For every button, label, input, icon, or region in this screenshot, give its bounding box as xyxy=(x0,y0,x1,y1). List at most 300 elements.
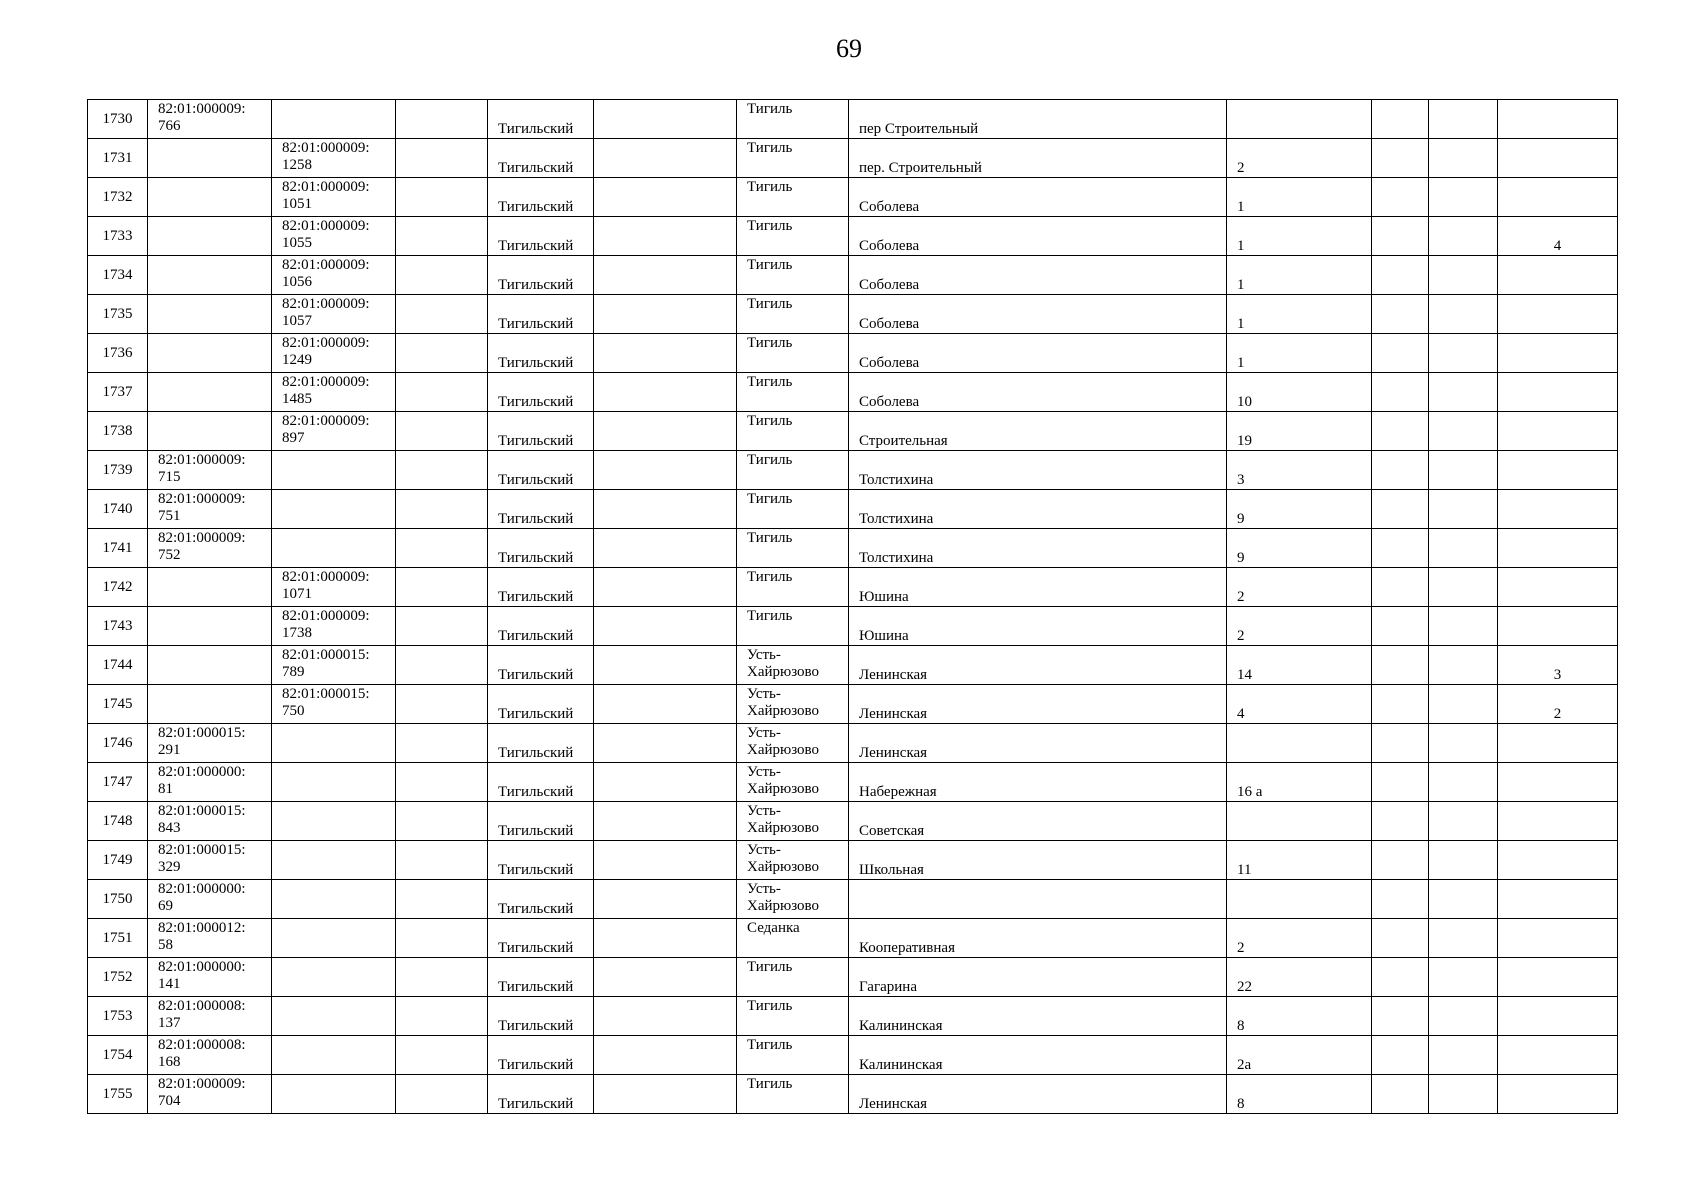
house-cell xyxy=(1227,802,1372,841)
empty-cell xyxy=(594,256,737,295)
cadastral-number-cell xyxy=(148,568,272,607)
empty-cell xyxy=(1429,334,1498,373)
locality-cell: Тигиль xyxy=(737,295,849,334)
register-table xyxy=(87,99,1618,1114)
cadastral-number-alt-cell xyxy=(272,997,396,1036)
empty-cell xyxy=(1372,451,1429,490)
row-number-cell: 1738 xyxy=(88,412,148,451)
locality-cell: Тигиль xyxy=(737,451,849,490)
house-cell: 1 xyxy=(1227,295,1372,334)
value-cell xyxy=(1498,841,1618,880)
house-cell: 2 xyxy=(1227,568,1372,607)
cadastral-number-alt-cell: 82:01:000009: 897 xyxy=(272,412,396,451)
value-cell: 4 xyxy=(1498,217,1618,256)
street-cell: Соболева xyxy=(849,373,1227,412)
district-cell: Тигильский xyxy=(488,100,594,139)
empty-cell xyxy=(594,880,737,919)
house-cell: 19 xyxy=(1227,412,1372,451)
empty-cell xyxy=(594,685,737,724)
row-number-cell: 1735 xyxy=(88,295,148,334)
locality-cell: Усть- Хайрюзово xyxy=(737,685,849,724)
district-cell: Тигильский xyxy=(488,334,594,373)
locality-cell: Усть- Хайрюзово xyxy=(737,880,849,919)
empty-cell xyxy=(1372,256,1429,295)
district-cell: Тигильский xyxy=(488,256,594,295)
street-cell: Гагарина xyxy=(849,958,1227,997)
cadastral-number-alt-cell: 82:01:000009: 1258 xyxy=(272,139,396,178)
district-cell: Тигильский xyxy=(488,802,594,841)
street-cell: Соболева xyxy=(849,178,1227,217)
locality-cell: Тигиль xyxy=(737,529,849,568)
cadastral-number-cell: 82:01:000015: 329 xyxy=(148,841,272,880)
cadastral-number-cell: 82:01:000000: 69 xyxy=(148,880,272,919)
house-cell: 1 xyxy=(1227,256,1372,295)
empty-cell xyxy=(1429,412,1498,451)
value-cell xyxy=(1498,763,1618,802)
empty-cell xyxy=(1372,529,1429,568)
street-cell: Ленинская xyxy=(849,646,1227,685)
empty-cell xyxy=(1429,763,1498,802)
table-row xyxy=(88,334,1618,373)
street-cell: Советская xyxy=(849,802,1227,841)
locality-cell: Тигиль xyxy=(737,607,849,646)
empty-cell xyxy=(1429,568,1498,607)
empty-cell xyxy=(396,412,488,451)
empty-cell xyxy=(396,997,488,1036)
value-cell xyxy=(1498,100,1618,139)
empty-cell xyxy=(594,646,737,685)
locality-cell: Усть- Хайрюзово xyxy=(737,802,849,841)
locality-cell: Тигиль xyxy=(737,1075,849,1114)
empty-cell xyxy=(1429,685,1498,724)
empty-cell xyxy=(1429,958,1498,997)
empty-cell xyxy=(1429,607,1498,646)
row-number-cell: 1745 xyxy=(88,685,148,724)
empty-cell xyxy=(1372,685,1429,724)
locality-cell: Тигиль xyxy=(737,178,849,217)
cadastral-number-alt-cell xyxy=(272,958,396,997)
empty-cell xyxy=(396,685,488,724)
empty-cell xyxy=(594,1075,737,1114)
empty-cell xyxy=(1429,490,1498,529)
street-cell: пер Строительный xyxy=(849,100,1227,139)
locality-cell: Усть- Хайрюзово xyxy=(737,646,849,685)
street-cell: Юшина xyxy=(849,568,1227,607)
empty-cell xyxy=(396,1036,488,1075)
row-number-cell: 1737 xyxy=(88,373,148,412)
empty-cell xyxy=(1429,802,1498,841)
table-row xyxy=(88,763,1618,802)
row-number-cell: 1755 xyxy=(88,1075,148,1114)
empty-cell xyxy=(1429,178,1498,217)
row-number-cell: 1734 xyxy=(88,256,148,295)
empty-cell xyxy=(1429,919,1498,958)
cadastral-number-cell xyxy=(148,685,272,724)
empty-cell xyxy=(1372,178,1429,217)
empty-cell xyxy=(396,334,488,373)
empty-cell xyxy=(1429,646,1498,685)
cadastral-number-alt-cell xyxy=(272,919,396,958)
cadastral-number-alt-cell xyxy=(272,451,396,490)
table-row xyxy=(88,802,1618,841)
empty-cell xyxy=(1372,1036,1429,1075)
locality-cell: Седанка xyxy=(737,919,849,958)
empty-cell xyxy=(594,178,737,217)
locality-cell: Тигиль xyxy=(737,412,849,451)
table-row xyxy=(88,919,1618,958)
value-cell xyxy=(1498,373,1618,412)
empty-cell xyxy=(594,451,737,490)
cadastral-number-cell xyxy=(148,178,272,217)
table-row xyxy=(88,373,1618,412)
house-cell: 10 xyxy=(1227,373,1372,412)
locality-cell: Тигиль xyxy=(737,100,849,139)
table-row xyxy=(88,646,1618,685)
empty-cell xyxy=(1372,763,1429,802)
cadastral-number-alt-cell: 82:01:000015: 750 xyxy=(272,685,396,724)
locality-cell: Тигиль xyxy=(737,373,849,412)
cadastral-number-cell xyxy=(148,646,272,685)
value-cell xyxy=(1498,490,1618,529)
value-cell xyxy=(1498,256,1618,295)
row-number-cell: 1742 xyxy=(88,568,148,607)
value-cell xyxy=(1498,178,1618,217)
empty-cell xyxy=(396,958,488,997)
empty-cell xyxy=(1429,295,1498,334)
empty-cell xyxy=(1429,217,1498,256)
house-cell xyxy=(1227,724,1372,763)
value-cell: 2 xyxy=(1498,685,1618,724)
empty-cell xyxy=(1372,802,1429,841)
street-cell: Соболева xyxy=(849,295,1227,334)
cadastral-number-cell xyxy=(148,295,272,334)
cadastral-number-alt-cell: 82:01:000009: 1057 xyxy=(272,295,396,334)
cadastral-number-alt-cell xyxy=(272,490,396,529)
empty-cell xyxy=(1372,100,1429,139)
empty-cell xyxy=(396,100,488,139)
district-cell: Тигильский xyxy=(488,1036,594,1075)
empty-cell xyxy=(1429,256,1498,295)
street-cell: Калининская xyxy=(849,997,1227,1036)
house-cell: 14 xyxy=(1227,646,1372,685)
district-cell: Тигильский xyxy=(488,295,594,334)
value-cell xyxy=(1498,412,1618,451)
cadastral-number-alt-cell xyxy=(272,802,396,841)
district-cell: Тигильский xyxy=(488,880,594,919)
row-number-cell: 1739 xyxy=(88,451,148,490)
street-cell: Толстихина xyxy=(849,529,1227,568)
cadastral-number-alt-cell xyxy=(272,1075,396,1114)
district-cell: Тигильский xyxy=(488,763,594,802)
cadastral-number-cell xyxy=(148,412,272,451)
empty-cell xyxy=(396,373,488,412)
house-cell: 2 xyxy=(1227,919,1372,958)
cadastral-number-alt-cell: 82:01:000015: 789 xyxy=(272,646,396,685)
cadastral-number-alt-cell: 82:01:000009: 1055 xyxy=(272,217,396,256)
page-number: 69 xyxy=(836,34,862,63)
cadastral-number-alt-cell xyxy=(272,1036,396,1075)
cadastral-number-alt-cell xyxy=(272,529,396,568)
empty-cell xyxy=(1429,100,1498,139)
table-row xyxy=(88,256,1618,295)
value-cell: 3 xyxy=(1498,646,1618,685)
empty-cell xyxy=(396,724,488,763)
street-cell: Ленинская xyxy=(849,1075,1227,1114)
district-cell: Тигильский xyxy=(488,529,594,568)
locality-cell: Усть- Хайрюзово xyxy=(737,841,849,880)
row-number-cell: 1740 xyxy=(88,490,148,529)
cadastral-number-cell xyxy=(148,607,272,646)
cadastral-number-cell: 82:01:000015: 843 xyxy=(148,802,272,841)
house-cell: 1 xyxy=(1227,178,1372,217)
locality-cell: Тигиль xyxy=(737,139,849,178)
empty-cell xyxy=(1372,217,1429,256)
house-cell: 2 xyxy=(1227,607,1372,646)
empty-cell xyxy=(396,217,488,256)
cadastral-number-alt-cell xyxy=(272,724,396,763)
house-cell: 1 xyxy=(1227,334,1372,373)
empty-cell xyxy=(594,607,737,646)
cadastral-number-cell xyxy=(148,139,272,178)
empty-cell xyxy=(1372,997,1429,1036)
district-cell: Тигильский xyxy=(488,373,594,412)
district-cell: Тигильский xyxy=(488,607,594,646)
empty-cell xyxy=(1372,139,1429,178)
empty-cell xyxy=(1429,1075,1498,1114)
empty-cell xyxy=(594,724,737,763)
locality-cell: Усть- Хайрюзово xyxy=(737,763,849,802)
empty-cell xyxy=(396,919,488,958)
value-cell xyxy=(1498,997,1618,1036)
empty-cell xyxy=(396,841,488,880)
street-cell: Набережная xyxy=(849,763,1227,802)
cadastral-number-alt-cell xyxy=(272,763,396,802)
table-row xyxy=(88,217,1618,256)
empty-cell xyxy=(594,217,737,256)
cadastral-number-cell xyxy=(148,217,272,256)
empty-cell xyxy=(396,802,488,841)
empty-cell xyxy=(1429,451,1498,490)
value-cell xyxy=(1498,295,1618,334)
row-number-cell: 1731 xyxy=(88,139,148,178)
empty-cell xyxy=(1372,724,1429,763)
house-cell: 8 xyxy=(1227,1075,1372,1114)
cadastral-number-alt-cell: 82:01:000009: 1071 xyxy=(272,568,396,607)
empty-cell xyxy=(396,139,488,178)
empty-cell xyxy=(594,100,737,139)
empty-cell xyxy=(1429,529,1498,568)
empty-cell xyxy=(1429,841,1498,880)
row-number-cell: 1741 xyxy=(88,529,148,568)
street-cell: Калининская xyxy=(849,1036,1227,1075)
row-number-cell: 1730 xyxy=(88,100,148,139)
empty-cell xyxy=(1372,1075,1429,1114)
cadastral-number-cell: 82:01:000009: 715 xyxy=(148,451,272,490)
empty-cell xyxy=(1429,997,1498,1036)
table-row xyxy=(88,724,1618,763)
street-cell: Школьная xyxy=(849,841,1227,880)
cadastral-number-cell xyxy=(148,334,272,373)
locality-cell: Тигиль xyxy=(737,997,849,1036)
street-cell: Соболева xyxy=(849,334,1227,373)
table-row xyxy=(88,100,1618,139)
empty-cell xyxy=(1372,880,1429,919)
empty-cell xyxy=(594,490,737,529)
street-cell: Кооперативная xyxy=(849,919,1227,958)
value-cell xyxy=(1498,724,1618,763)
empty-cell xyxy=(594,958,737,997)
cadastral-number-cell xyxy=(148,373,272,412)
empty-cell xyxy=(1372,334,1429,373)
value-cell xyxy=(1498,958,1618,997)
row-number-cell: 1733 xyxy=(88,217,148,256)
house-cell xyxy=(1227,880,1372,919)
cadastral-number-alt-cell: 82:01:000009: 1249 xyxy=(272,334,396,373)
street-cell: Толстихина xyxy=(849,490,1227,529)
cadastral-number-alt-cell: 82:01:000009: 1051 xyxy=(272,178,396,217)
street-cell: Толстихина xyxy=(849,451,1227,490)
locality-cell: Тигиль xyxy=(737,958,849,997)
empty-cell xyxy=(1372,607,1429,646)
row-number-cell: 1750 xyxy=(88,880,148,919)
empty-cell xyxy=(1372,919,1429,958)
cadastral-number-alt-cell xyxy=(272,100,396,139)
empty-cell xyxy=(396,607,488,646)
cadastral-number-cell xyxy=(148,256,272,295)
locality-cell: Усть- Хайрюзово xyxy=(737,724,849,763)
table-row xyxy=(88,529,1618,568)
district-cell: Тигильский xyxy=(488,412,594,451)
table-row xyxy=(88,568,1618,607)
empty-cell xyxy=(1429,880,1498,919)
locality-cell: Тигиль xyxy=(737,334,849,373)
empty-cell xyxy=(396,178,488,217)
district-cell: Тигильский xyxy=(488,997,594,1036)
house-cell: 11 xyxy=(1227,841,1372,880)
row-number-cell: 1748 xyxy=(88,802,148,841)
table-row xyxy=(88,880,1618,919)
cadastral-number-alt-cell: 82:01:000009: 1485 xyxy=(272,373,396,412)
table-row xyxy=(88,841,1618,880)
empty-cell xyxy=(1372,490,1429,529)
value-cell xyxy=(1498,1075,1618,1114)
row-number-cell: 1749 xyxy=(88,841,148,880)
house-cell: 1 xyxy=(1227,217,1372,256)
cadastral-number-cell: 82:01:000009: 704 xyxy=(148,1075,272,1114)
value-cell xyxy=(1498,568,1618,607)
street-cell xyxy=(849,880,1227,919)
cadastral-number-cell: 82:01:000008: 137 xyxy=(148,997,272,1036)
house-cell: 3 xyxy=(1227,451,1372,490)
value-cell xyxy=(1498,529,1618,568)
cadastral-number-alt-cell: 82:01:000009: 1738 xyxy=(272,607,396,646)
cadastral-number-cell: 82:01:000000: 81 xyxy=(148,763,272,802)
house-cell: 16 а xyxy=(1227,763,1372,802)
street-cell: Ленинская xyxy=(849,724,1227,763)
table-row xyxy=(88,1075,1618,1114)
empty-cell xyxy=(396,568,488,607)
table-row xyxy=(88,1036,1618,1075)
district-cell: Тигильский xyxy=(488,919,594,958)
value-cell xyxy=(1498,607,1618,646)
empty-cell xyxy=(594,139,737,178)
empty-cell xyxy=(396,295,488,334)
empty-cell xyxy=(594,373,737,412)
empty-cell xyxy=(594,568,737,607)
district-cell: Тигильский xyxy=(488,841,594,880)
row-number-cell: 1751 xyxy=(88,919,148,958)
house-cell xyxy=(1227,100,1372,139)
empty-cell xyxy=(396,763,488,802)
district-cell: Тигильский xyxy=(488,490,594,529)
empty-cell xyxy=(396,451,488,490)
empty-cell xyxy=(1372,958,1429,997)
district-cell: Тигильский xyxy=(488,568,594,607)
house-cell: 2 xyxy=(1227,139,1372,178)
district-cell: Тигильский xyxy=(488,646,594,685)
street-cell: пер. Строительный xyxy=(849,139,1227,178)
empty-cell xyxy=(1429,139,1498,178)
empty-cell xyxy=(594,334,737,373)
table-row xyxy=(88,607,1618,646)
table-row xyxy=(88,490,1618,529)
empty-cell xyxy=(396,529,488,568)
district-cell: Тигильский xyxy=(488,451,594,490)
empty-cell xyxy=(594,1036,737,1075)
table-row xyxy=(88,178,1618,217)
empty-cell xyxy=(1372,373,1429,412)
locality-cell: Тигиль xyxy=(737,256,849,295)
empty-cell xyxy=(594,295,737,334)
value-cell xyxy=(1498,802,1618,841)
house-cell: 2а xyxy=(1227,1036,1372,1075)
row-number-cell: 1732 xyxy=(88,178,148,217)
empty-cell xyxy=(396,880,488,919)
cadastral-number-cell: 82:01:000012: 58 xyxy=(148,919,272,958)
district-cell: Тигильский xyxy=(488,139,594,178)
house-cell: 8 xyxy=(1227,997,1372,1036)
empty-cell xyxy=(1372,646,1429,685)
table-row xyxy=(88,685,1618,724)
street-cell: Соболева xyxy=(849,256,1227,295)
table-row xyxy=(88,997,1618,1036)
table-row xyxy=(88,295,1618,334)
cadastral-number-alt-cell xyxy=(272,841,396,880)
empty-cell xyxy=(1372,295,1429,334)
empty-cell xyxy=(396,646,488,685)
table-row xyxy=(88,451,1618,490)
cadastral-number-cell: 82:01:000000: 141 xyxy=(148,958,272,997)
locality-cell: Тигиль xyxy=(737,490,849,529)
cadastral-number-alt-cell xyxy=(272,880,396,919)
table-row xyxy=(88,958,1618,997)
house-cell: 22 xyxy=(1227,958,1372,997)
row-number-cell: 1753 xyxy=(88,997,148,1036)
value-cell xyxy=(1498,139,1618,178)
empty-cell xyxy=(1429,724,1498,763)
street-cell: Соболева xyxy=(849,217,1227,256)
locality-cell: Тигиль xyxy=(737,217,849,256)
empty-cell xyxy=(396,1075,488,1114)
house-cell: 9 xyxy=(1227,490,1372,529)
value-cell xyxy=(1498,880,1618,919)
empty-cell xyxy=(594,919,737,958)
cadastral-number-alt-cell: 82:01:000009: 1056 xyxy=(272,256,396,295)
row-number-cell: 1736 xyxy=(88,334,148,373)
cadastral-number-cell: 82:01:000015: 291 xyxy=(148,724,272,763)
row-number-cell: 1744 xyxy=(88,646,148,685)
row-number-cell: 1743 xyxy=(88,607,148,646)
